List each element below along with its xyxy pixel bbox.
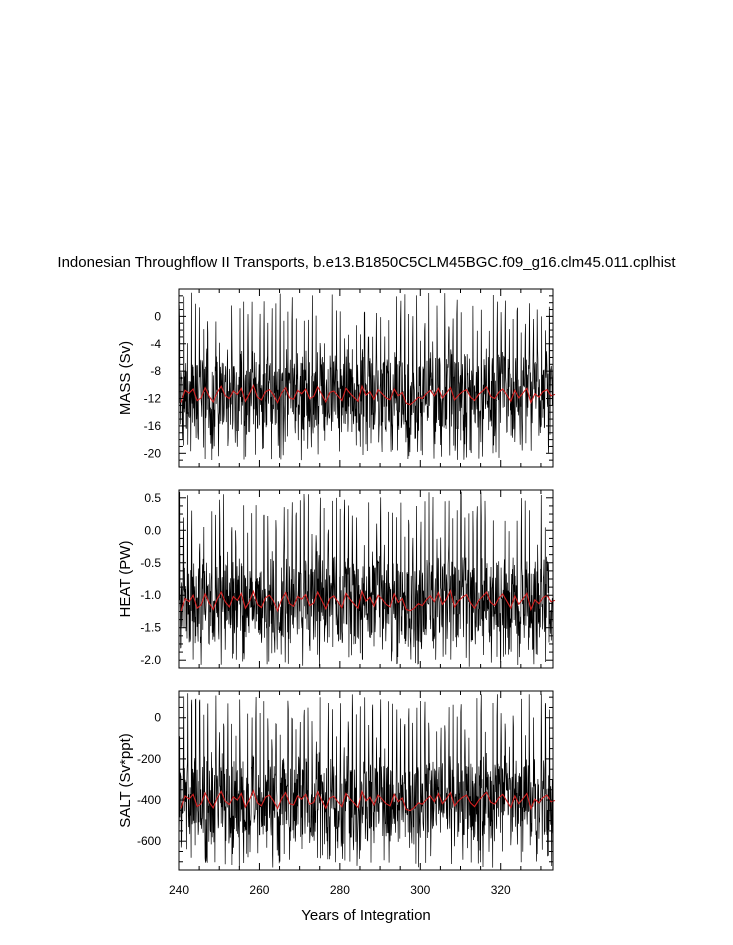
y-tick-label: -2.0 [140, 653, 161, 668]
y-tick-label: -20 [143, 446, 161, 461]
panel-salt [117, 691, 555, 897]
y-tick-label: -4 [150, 336, 161, 351]
y-tick-label: -12 [143, 391, 161, 406]
y-tick-label: 0 [154, 309, 161, 324]
y-tick-label: 0.0 [144, 523, 161, 538]
y-tick-label: -16 [143, 418, 161, 433]
y-tick-label: -600 [136, 834, 161, 849]
x-tick-label: 240 [168, 883, 190, 897]
x-tick-label: 260 [249, 883, 270, 897]
y-axis-title: MASS (Sv) [117, 340, 134, 416]
y-tick-label: 0 [154, 710, 161, 725]
monthly-series-line [179, 293, 553, 460]
y-axis-title: SALT (Sv*ppt) [117, 733, 134, 828]
y-tick-label: -400 [136, 793, 161, 808]
y-tick-label: -200 [136, 751, 161, 766]
x-axis-title: Years of Integration [301, 907, 431, 924]
y-tick-label: -1.5 [140, 620, 161, 635]
panel-heat [117, 490, 555, 668]
x-tick-label: 300 [410, 883, 431, 897]
monthly-series-line [179, 492, 553, 667]
y-tick-label: 0.5 [144, 490, 161, 505]
y-tick-label: -1.0 [140, 588, 161, 603]
y-tick-label: -0.5 [140, 555, 161, 570]
monthly-series-line [179, 693, 553, 867]
x-tick-label: 320 [490, 883, 511, 897]
chart-title: Indonesian Throughflow II Transports, b.e13.B1850C5CLM45BGC.f09_g16.clm45.011.cplhist [57, 254, 676, 271]
y-tick-label: -8 [150, 364, 161, 379]
x-tick-label: 280 [329, 883, 350, 897]
y-axis-title: HEAT (PW) [117, 540, 134, 618]
panel-mass [117, 289, 555, 467]
